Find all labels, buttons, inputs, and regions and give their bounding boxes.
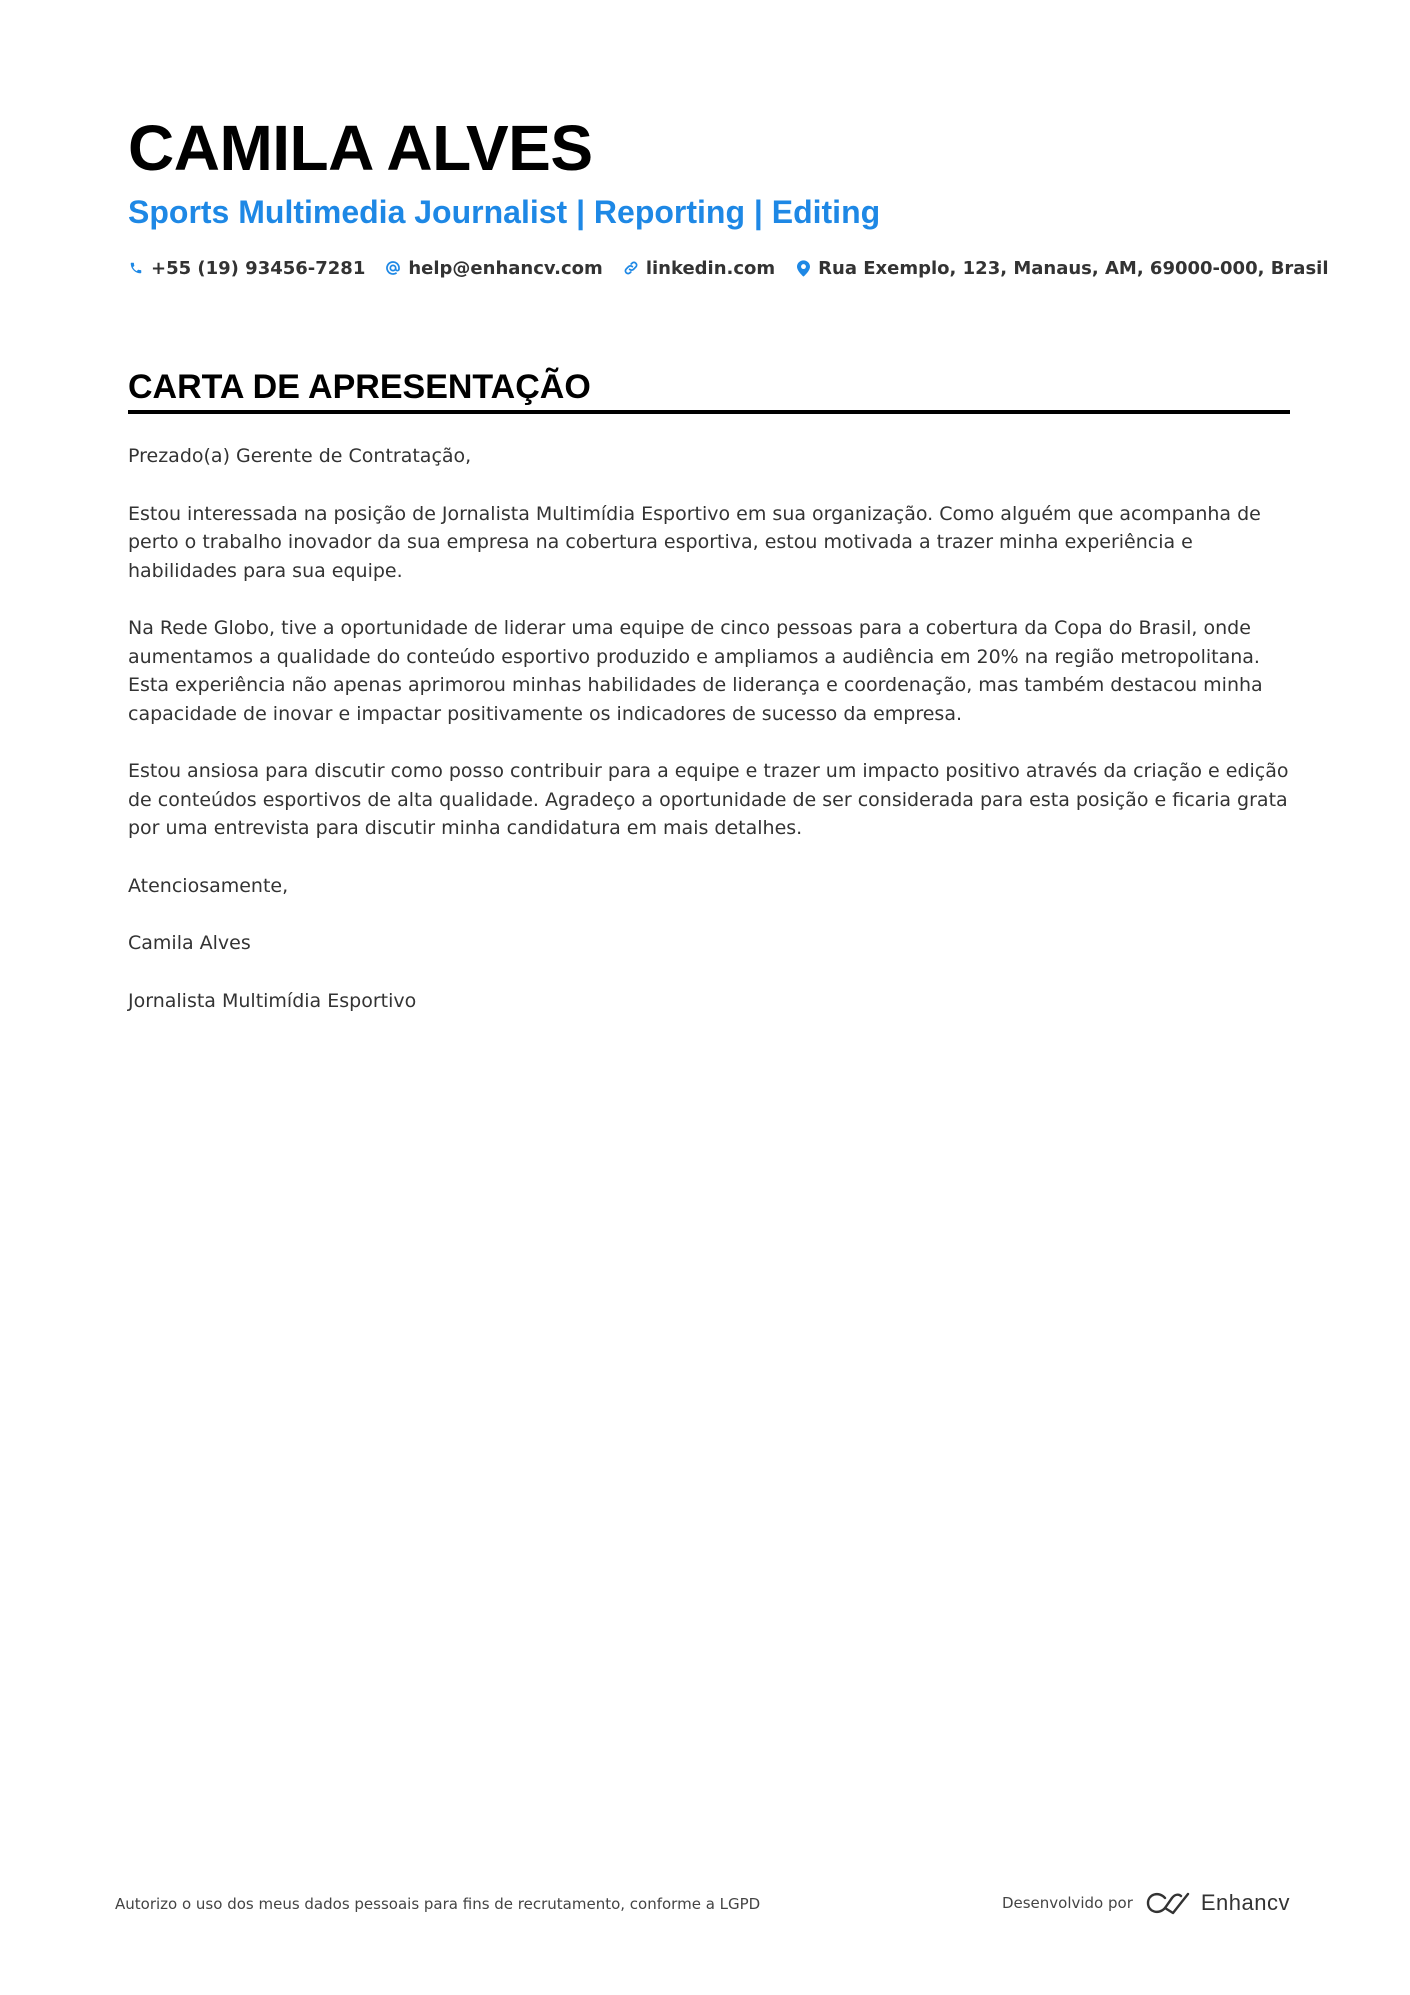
phone-number: +55 (19) 93456-7281 xyxy=(151,257,366,279)
contact-phone xyxy=(128,258,365,279)
letter-paragraph-experience: Na Rede Globo, tive a oportunidade de liderar uma equipe de cinco pessoas para a cobertura da Copa do Brasil, onde aumentamos a qualidade do conteúdo esportivo produzido e ampliamos a audiência em 20% na região metropolitana. Esta experiência não apenas aprimorou minhas habilidades de liderança e coordenação, mas também destacou minha capacidade de inovar e impactar positivamente os indicadores de sucesso da empresa. xyxy=(128,617,1263,725)
letter-paragraph-closing: Estou ansiosa para discutir como posso contribuir para a equipe e trazer um impacto positivo através da criação e edição de conteúdos esportivos de alta qualidade. Agradeço a oportunidade de ser considerada para esta posição e ficaria grata por uma entrevista para discutir minha candidatura em mais detalhes. xyxy=(128,760,1289,839)
sign-off: Atenciosamente, xyxy=(128,874,289,897)
email-address: help@enhancv.com xyxy=(408,257,603,279)
link-icon xyxy=(623,259,639,277)
powered-by xyxy=(1002,1888,1290,1918)
consent-note: Autorizo o uso dos meus dados pessoais para fins de recrutamento, conforme a LGPD xyxy=(115,1895,761,1913)
section-divider xyxy=(128,410,1290,414)
contact-bar xyxy=(128,254,1349,282)
letter-body xyxy=(128,442,1290,1044)
powered-by-label: Desenvolvido por xyxy=(1001,1894,1133,1912)
contact-email xyxy=(385,258,602,279)
enhancv-logo xyxy=(1145,1890,1290,1916)
candidate-tagline: Sports Multimedia Journalist | Reporting | Editing xyxy=(128,194,881,230)
signature-title: Jornalista Multimídia Esportivo xyxy=(128,989,417,1012)
signature-name: Camila Alves xyxy=(128,932,251,954)
letter-paragraph-intro: Estou interessada na posição de Jornalista Multimídia Esportivo em sua organização. Como alguém que acompanha de perto o trabalho inovador da sua empresa na cobertura esportiva, estou motivada a trazer minha experiência e habilidades para sua equipe. xyxy=(128,502,1261,582)
contact-linkedin xyxy=(623,258,775,279)
phone-icon xyxy=(128,259,144,277)
section-title: CARTA DE APRESENTAÇÃO xyxy=(128,368,591,406)
enhancv-logo-icon xyxy=(1145,1890,1191,1916)
address: Rua Exemplo, 123, Manaus, AM, 69000-000, Brasil xyxy=(818,257,1329,279)
contact-address xyxy=(795,258,1328,279)
location-pin-icon xyxy=(795,259,811,277)
linkedin-link: linkedin.com xyxy=(645,257,776,279)
at-icon xyxy=(385,259,401,277)
brand-name: Enhancv xyxy=(1200,1890,1290,1915)
candidate-name: CAMILA ALVES xyxy=(128,112,593,184)
salutation: Prezado(a) Gerente de Contratação, xyxy=(128,445,472,467)
